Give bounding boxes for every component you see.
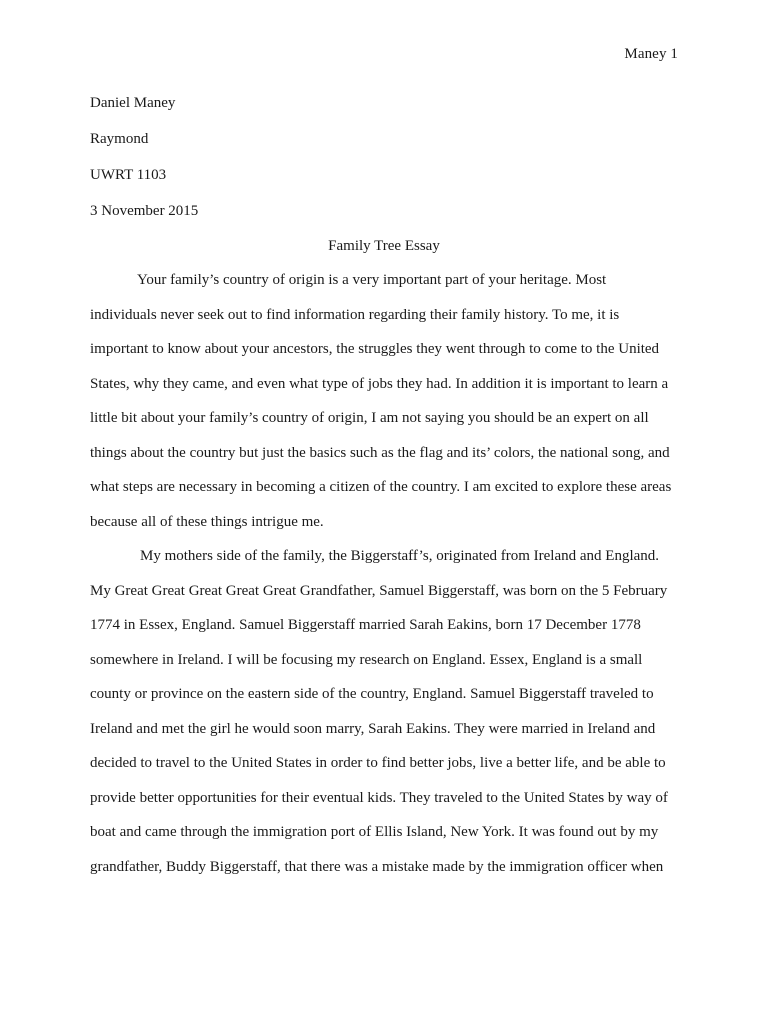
body-line: little bit about your family’s country of origin, I am not saying you should be an expert on all (90, 410, 649, 426)
body-line: My mothers side of the family, the Biggerstaff’s, originated from Ireland and England. (140, 548, 660, 564)
body-line: 1774 in Essex, England. Samuel Biggerstaff married Sarah Eakins, born 17 December 1778 (90, 617, 641, 633)
body-line: Ireland and met the girl he would soon marry, Sarah Eakins. They were married in Ireland and (90, 720, 656, 737)
body-line: things about the country but just the basics such as the flag and its’ colors, the national song, and (90, 444, 670, 461)
essay-title: Family Tree Essay (328, 238, 440, 254)
body-line: somewhere in Ireland. I will be focusing my research on England. Essex, England is a small (90, 651, 643, 668)
mla-heading (90, 92, 678, 236)
body-line: important to know about your ancestors, the struggles they went through to come to the United (90, 341, 660, 357)
body-line: grandfather, Buddy Biggerstaff, that there was a mistake made by the immigration officer when (90, 858, 664, 875)
essay-date: 3 November 2015 (90, 203, 199, 219)
body-line: boat and came through the immigration port of Ellis Island, New York. It was found out by my (90, 824, 659, 840)
instructor-name: Raymond (90, 131, 149, 147)
body-line: provide better opportunities for their eventual kids. They traveled to the United States by way of (90, 789, 668, 806)
running-header: Maney 1 (624, 46, 678, 62)
course-code: UWRT 1103 (90, 167, 167, 183)
body-line: decided to travel to the United States in order to find better jobs, live a better life, and be able to (90, 755, 666, 771)
body-line: My Great Great Great Great Great Grandfather, Samuel Biggerstaff, was born on the 5 February (90, 582, 668, 599)
author-name: Daniel Maney (90, 95, 176, 111)
essay-body (90, 269, 680, 890)
body-line: because all of these things intrigue me. (90, 513, 324, 530)
body-line: States, why they came, and even what type of jobs they had. In addition it is important to learn a (90, 375, 669, 392)
body-line: Your family’s country of origin is a very important part of your heritage. Most (137, 272, 607, 288)
body-line: what steps are necessary in becoming a citizen of the country. I am excited to explore these areas (90, 479, 672, 495)
body-line: individuals never seek out to find information regarding their family history. To me, it is (90, 306, 620, 323)
body-line: county or province on the eastern side of the country, England. Samuel Biggerstaff traveled to (90, 686, 654, 702)
